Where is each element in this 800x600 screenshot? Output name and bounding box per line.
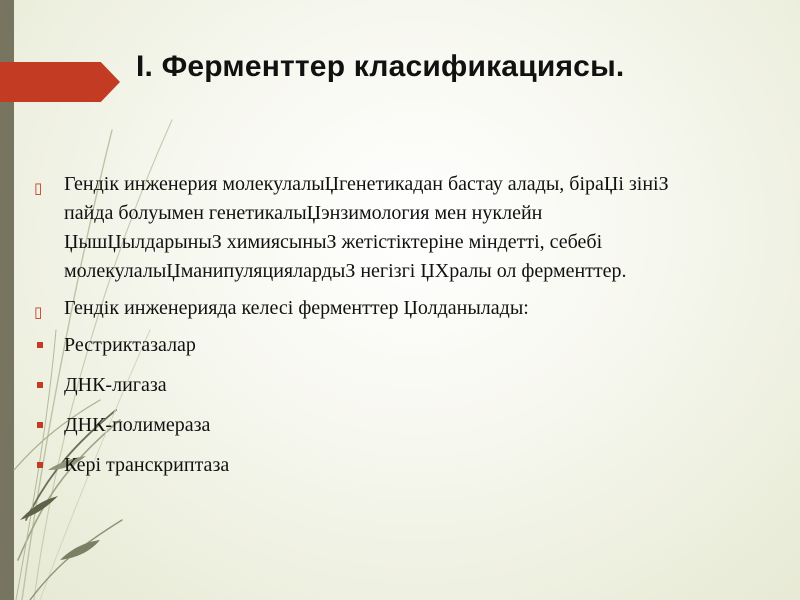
list-item [30, 451, 680, 480]
list-item-text: Гендік инженерияда келесі ферменттер Џолданылады: [64, 297, 529, 319]
square-bullet-icon [37, 462, 43, 468]
list-item [30, 294, 680, 323]
list-item [30, 371, 680, 400]
box-icon: ▯ [34, 179, 43, 197]
title-accent-tab [0, 62, 120, 102]
slide-title: І. Ферменттер класификациясы. [136, 50, 625, 83]
bullet-list [30, 170, 680, 491]
list-item [30, 170, 680, 286]
list-item-text: ДНК-полимераза [64, 414, 211, 436]
list-item-text: ДНК-лигаза [64, 374, 167, 396]
square-bullet-icon [37, 422, 43, 428]
list-item [30, 331, 680, 360]
list-item-text: Гендік инженерия молекулалыЏгенетикадан бастау алады, біраЏі зініЗ пайда болуымен генетикалыЏэнзимология мен нуклейн ЏышЏылдарыныЗ химиясыныЗ жетістіктеріне міндетті, себебі молекулалыЏманипуляциялардыЗ негізгі ЏХралы ол ферменттер. [64, 173, 669, 282]
list-item-text: Рестриктазалар [64, 334, 196, 356]
list-item [30, 411, 680, 440]
square-bullet-icon [37, 382, 43, 388]
box-icon: ▯ [34, 303, 43, 321]
square-bullet-icon [37, 342, 43, 348]
list-item-text: Кері транскриптаза [64, 454, 230, 476]
